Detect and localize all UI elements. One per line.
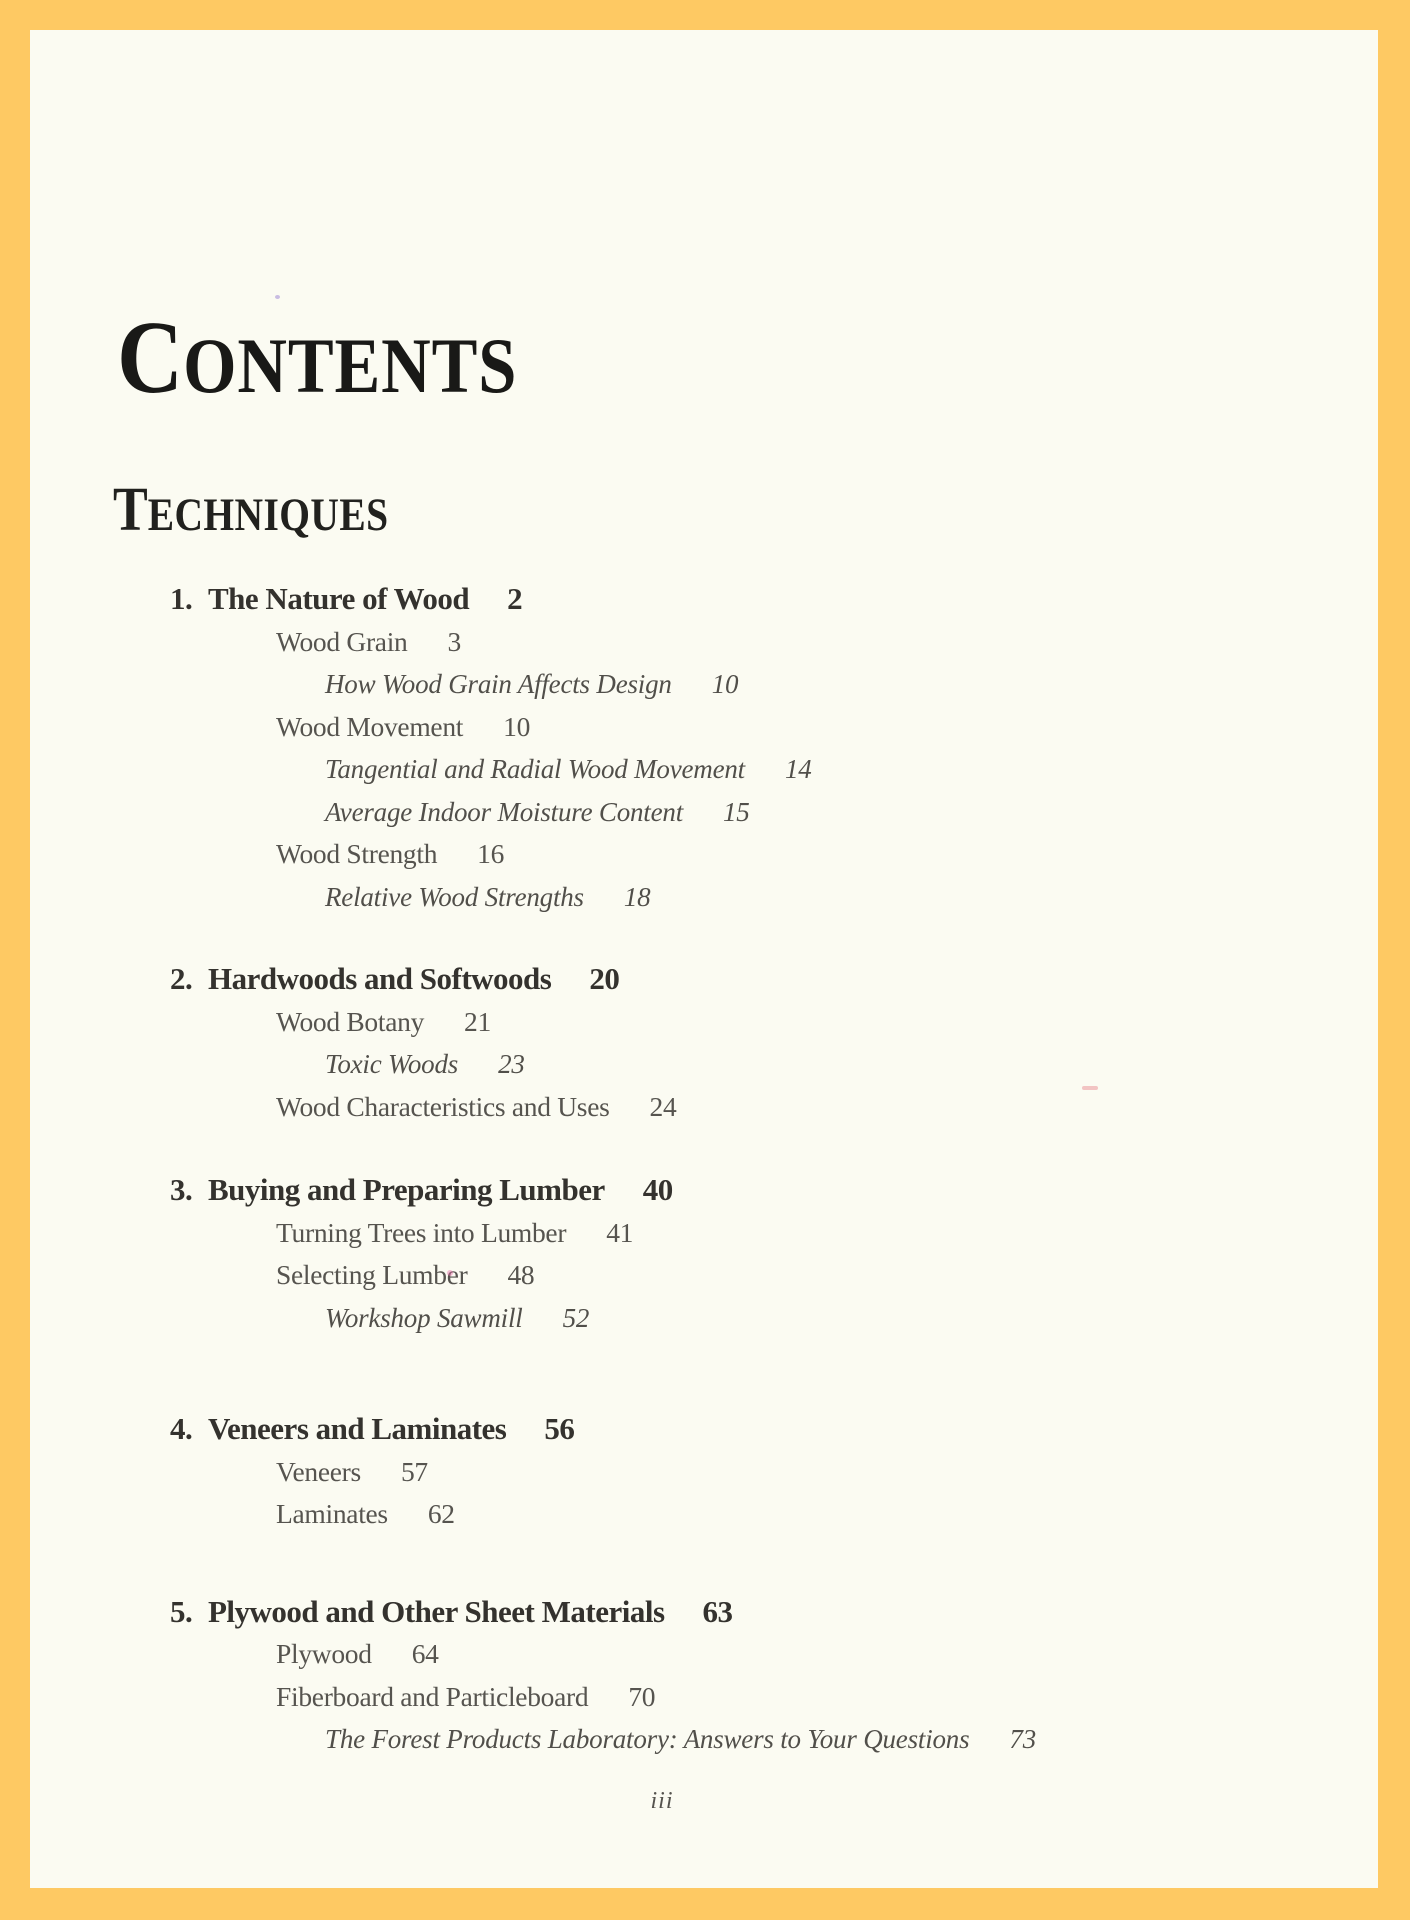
entry-title: The Forest Products Laboratory: Answers to Your Questions — [325, 1724, 970, 1754]
entry-page-number: 70 — [628, 1680, 656, 1712]
entry-title: Relative Wood Strengths — [325, 881, 584, 912]
entry-page-number: 41 — [606, 1216, 634, 1248]
toc-entry — [30, 621, 1378, 664]
chapter-page-number: 40 — [642, 1172, 673, 1207]
chapter-number: 4. — [170, 1411, 193, 1446]
toc-entry — [30, 1254, 1378, 1297]
scan-artifact — [1082, 1086, 1098, 1090]
entry-title: Toxic Woods — [325, 1049, 459, 1079]
entry-title: Fiberboard and Particleboard — [276, 1680, 589, 1712]
toc-chapter — [30, 1591, 1378, 1761]
toc-entry — [30, 791, 1378, 834]
entry-title: Wood Grain — [276, 625, 408, 657]
toc-entry — [30, 1451, 1378, 1494]
entry-page-number: 14 — [784, 754, 812, 784]
toc-entry — [30, 1001, 1378, 1044]
page-title-rest: ONTENTS — [183, 322, 518, 409]
entry-page-number: 48 — [507, 1259, 535, 1290]
book-page — [30, 30, 1378, 1888]
toc-entry — [30, 748, 1378, 791]
entry-title: Wood Botany — [276, 1005, 425, 1037]
toc-entry — [30, 706, 1378, 749]
page-title — [117, 300, 572, 415]
chapter-page-number: 63 — [702, 1593, 733, 1629]
toc-entry — [30, 876, 1378, 919]
chapter-entries — [30, 621, 1378, 919]
scan-artifact — [275, 295, 280, 299]
entry-title: Tangential and Radial Wood Movement — [325, 754, 745, 784]
folio-page-number: iii — [650, 1788, 674, 1814]
entry-title: Turning Trees into Lumber — [276, 1216, 567, 1248]
chapter-entry — [30, 1408, 1378, 1451]
section-heading-rest: ECHNIQUES — [147, 489, 389, 541]
toc-entry — [30, 1633, 1378, 1676]
toc-chapter — [30, 1169, 1378, 1339]
toc-entry — [30, 663, 1378, 706]
entry-page-number: 3 — [447, 625, 461, 657]
chapter-title: The Nature of Wood — [208, 581, 470, 616]
entry-page-number: 73 — [1009, 1724, 1037, 1754]
chapter-entry — [30, 1169, 1378, 1212]
entry-page-number: 16 — [477, 838, 505, 869]
chapter-entries — [30, 1633, 1378, 1761]
entry-title: Average Indoor Moisture Content — [325, 796, 683, 827]
section-heading-initial: T — [113, 476, 148, 544]
entry-page-number: 10 — [503, 710, 531, 742]
entry-title: Veneers — [276, 1455, 361, 1487]
entry-title: Plywood — [276, 1638, 372, 1669]
entry-page-number: 62 — [427, 1498, 455, 1529]
toc-entry — [30, 1212, 1378, 1255]
entry-page-number: 23 — [498, 1049, 525, 1079]
chapter-entry — [30, 1591, 1378, 1634]
entry-page-number: 15 — [723, 796, 750, 827]
toc-entry — [30, 1493, 1378, 1536]
chapter-entry — [30, 578, 1378, 621]
entry-title: How Wood Grain Affects Design — [325, 669, 672, 699]
entry-page-number: 24 — [649, 1090, 677, 1122]
entry-page-number: 52 — [562, 1302, 590, 1333]
chapter-entries — [30, 1451, 1378, 1536]
page-title-text — [117, 300, 518, 415]
chapter-entry — [30, 958, 1378, 1001]
entry-title: Selecting Lumber — [276, 1259, 468, 1290]
toc-chapter — [30, 958, 1378, 1128]
chapter-page-number: 56 — [544, 1411, 575, 1446]
chapter-entries — [30, 1212, 1378, 1340]
toc-chapter — [30, 578, 1378, 918]
entry-title: Workshop Sawmill — [325, 1302, 523, 1333]
entry-page-number: 57 — [400, 1455, 428, 1487]
entry-title: Laminates — [276, 1498, 388, 1529]
chapter-number: 1. — [170, 581, 193, 616]
section-heading — [113, 476, 441, 544]
chapter-title: Buying and Preparing Lumber — [208, 1172, 605, 1207]
section-heading-text — [113, 476, 389, 544]
chapter-number: 2. — [170, 961, 193, 996]
chapter-number: 3. — [170, 1172, 193, 1207]
toc-entry — [30, 1718, 1378, 1761]
toc-entry — [30, 833, 1378, 876]
entry-title: Wood Strength — [276, 838, 438, 869]
toc-entry — [30, 1043, 1378, 1086]
page-title-initial: C — [117, 300, 184, 415]
entry-title: Wood Movement — [276, 710, 464, 742]
chapter-title: Hardwoods and Softwoods — [208, 961, 552, 996]
entry-page-number: 64 — [411, 1638, 439, 1669]
toc-entry — [30, 1297, 1378, 1340]
entry-title: Wood Characteristics and Uses — [276, 1090, 610, 1122]
chapter-title: Plywood and Other Sheet Materials — [208, 1593, 665, 1629]
chapter-page-number: 2 — [507, 581, 523, 616]
toc-list — [30, 578, 1378, 1761]
toc-chapter — [30, 1408, 1378, 1536]
toc-entry — [30, 1086, 1378, 1129]
chapter-entries — [30, 1001, 1378, 1129]
chapter-number: 5. — [170, 1593, 193, 1629]
chapter-page-number: 20 — [589, 961, 620, 996]
entry-page-number: 18 — [623, 881, 651, 912]
toc-entry — [30, 1676, 1378, 1719]
scan-artifact — [447, 1270, 453, 1276]
entry-page-number: 10 — [711, 669, 739, 699]
entry-page-number: 21 — [464, 1005, 491, 1037]
chapter-title: Veneers and Laminates — [208, 1411, 507, 1446]
